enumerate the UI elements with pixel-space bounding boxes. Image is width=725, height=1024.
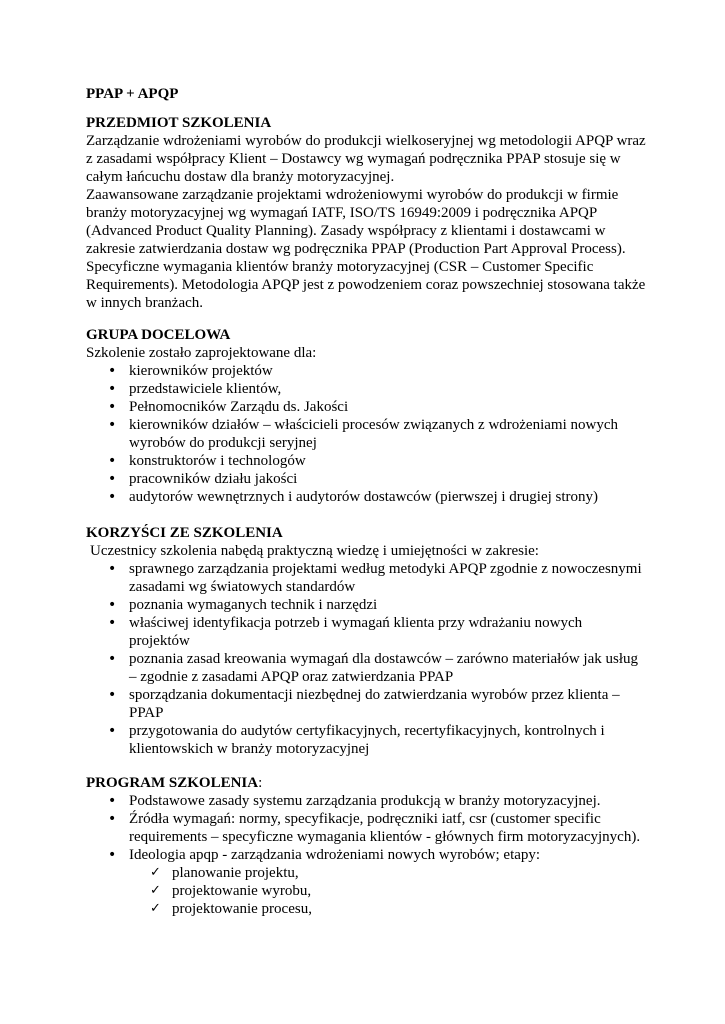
- list-item: • audytorów wewnętrznych i audytorów dostawców (pierwszej i drugiej strony): [86, 488, 646, 506]
- document-page: [86, 85, 646, 936]
- check-list-item-text: planowanie projektu,: [172, 865, 299, 881]
- korzysci-list: [86, 560, 646, 758]
- list-item: • Pełnomocników Zarządu ds. Jakości: [86, 398, 646, 416]
- checkmark-icon: ✓: [150, 865, 161, 880]
- paragraph-przedmiot-2: Zaawansowane zarządzanie projektami wdrożeniowymi wyrobów do produkcji w firmie branży motoryzacyjnej wg wymagań IATF, ISO/TS 16949:2009 i podręcznika APQP (Advanced Product Quality Planning). Zasady współpracy z klientami i dostawcami w zakresie zatwierdzania dostaw wg podręcznika PPAP (Production Part Approval Process). Specyficzne wymagania klientów branży motoryzacyjnej (CSR – Customer Specific Requirements). Metodologia APQP jest z powodzeniem coraz powszechniej stosowana także w innych branżach.: [86, 187, 646, 311]
- list-item: • sporządzania dokumentacji niezbędnej do zatwierdzania wyrobów przez klienta – PPAP: [86, 686, 646, 722]
- list-item: • przygotowania do audytów certyfikacyjnych, recertyfikacyjnych, kontrolnych i klientowskich w branży motoryzacyjnej: [86, 722, 646, 758]
- list-item: • pracowników działu jakości: [86, 470, 646, 488]
- document-title: PPAP + APQP: [86, 86, 179, 102]
- section-heading-program: [86, 774, 646, 792]
- section-heading-grupa: GRUPA DOCELOWA: [86, 327, 231, 343]
- section-korzysci: [86, 524, 646, 758]
- list-item: • właściwej identyfikacja potrzeb i wymagań klienta przy wdrażaniu nowych projektów: [86, 614, 646, 650]
- program-heading-colon: :: [258, 775, 263, 791]
- grupa-list: [86, 362, 646, 506]
- korzysci-intro: Uczestnicy szkolenia nabędą praktyczną wiedzę i umiejętności w zakresie:: [90, 543, 539, 559]
- list-item: • Źródła wymagań: normy, specyfikacje, podręczniki iatf, csr (customer specific requirements – specyficzne wymagania klientów - głównych firm motoryzacyjnych).: [86, 810, 646, 846]
- checkmark-icon: ✓: [150, 883, 161, 898]
- list-item: • Ideologia apqp - zarządzania wdrożeniami nowych wyrobów; etapy:: [86, 846, 646, 864]
- check-list-item: [86, 882, 646, 900]
- grupa-intro: Szkolenie zostało zaprojektowane dla:: [86, 345, 317, 361]
- section-heading-korzysci: KORZYŚCI ZE SZKOLENIA: [86, 525, 283, 541]
- check-list-item: [86, 864, 646, 882]
- list-item: • Podstawowe zasady systemu zarządzania produkcją w branży motoryzacyjnej.: [86, 792, 646, 810]
- check-list-item-text: projektowanie wyrobu,: [172, 883, 312, 899]
- paragraph-przedmiot-1: Zarządzanie wdrożeniami wyrobów do produkcji wielkoseryjnej wg metodologii APQP wraz z zasadami współpracy Klient – Dostawcy wg wymagań podręcznika PPAP stosuje się w całym łańcuchu dostaw dla branży motoryzacyjnej.: [86, 133, 646, 185]
- list-item: • kierowników projektów: [86, 362, 646, 380]
- section-przedmiot: [86, 114, 646, 312]
- program-list: [86, 792, 646, 864]
- list-item: • sprawnego zarządzania projektami według metodyki APQP zgodnie z nowoczesnymi zasadami wg światowych standardów: [86, 560, 646, 596]
- list-item: • kierowników działów – właścicieli procesów związanych z wdrożeniami nowych wyrobów do produkcji seryjnej: [86, 416, 646, 452]
- list-item: • poznania zasad kreowania wymagań dla dostawców – zarówno materiałów jak usług – zgodnie z zasadami APQP oraz zatwierdzania PPAP: [86, 650, 646, 686]
- list-item: • przedstawiciele klientów,: [86, 380, 646, 398]
- list-item: • konstruktorów i technologów: [86, 452, 646, 470]
- section-grupa: [86, 326, 646, 506]
- program-sublist: [86, 864, 646, 918]
- section-heading-przedmiot: PRZEDMIOT SZKOLENIA: [86, 115, 272, 131]
- check-list-item-text: projektowanie procesu,: [172, 901, 312, 917]
- section-program: [86, 774, 646, 918]
- list-item: • poznania wymaganych technik i narzędzi: [86, 596, 646, 614]
- program-heading-text: PROGRAM SZKOLENIA: [86, 775, 259, 791]
- check-list-item: [86, 900, 646, 918]
- checkmark-icon: ✓: [150, 901, 161, 916]
